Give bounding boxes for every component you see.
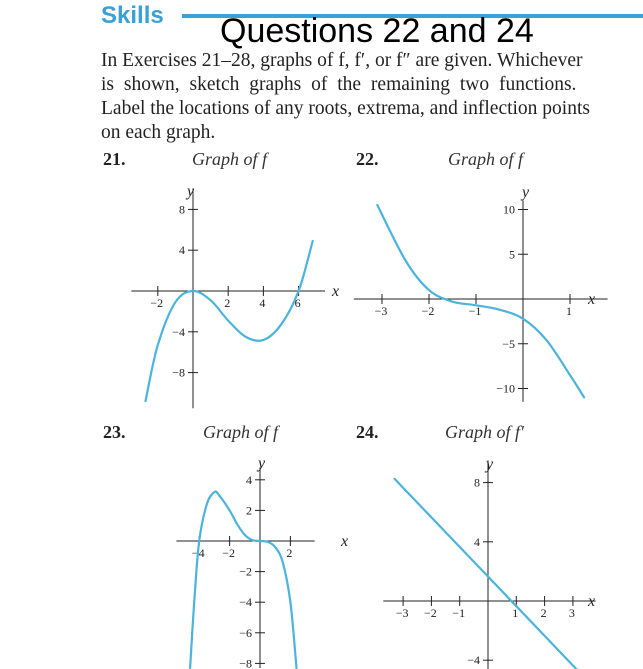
exercise-21-number: 21. — [103, 149, 126, 169]
graph-3-y-tick-label: −2 — [239, 564, 252, 579]
graph-1-x-tick-label: 2 — [224, 296, 231, 310]
graph-2-curve — [374, 202, 584, 397]
graph-2-x-label: x — [588, 291, 596, 308]
graph-3-x-tick-label: 2 — [286, 546, 293, 560]
graph-2-x-tick-label: −1 — [468, 304, 482, 318]
graph-1-x-label: x — [332, 283, 340, 300]
graph-3-x-tick-label: −4 — [191, 546, 205, 560]
exercise-23-title: Graph of f — [203, 422, 279, 442]
graph-1-y-label: y — [187, 183, 195, 200]
section-heading: Skills — [101, 2, 164, 29]
exercise-24-title: Graph of f′ — [445, 422, 524, 442]
graph-3-y-tick-label: 4 — [246, 472, 252, 487]
graph-4-curve — [395, 479, 587, 669]
graph-1-x-tick-label: 6 — [294, 296, 301, 310]
graph-2-y-tick-label: 5 — [509, 247, 515, 262]
graph-3-curve — [190, 491, 296, 668]
exercise-22-number: 22. — [356, 149, 379, 169]
graph-1-x-tick-label: −2 — [150, 296, 164, 310]
graph-2-y-label: y — [522, 184, 530, 201]
instruction-line: is shown, sketch graphs of the remaining two functions. — [101, 74, 577, 95]
graph-1-y-tick-label: 8 — [179, 202, 185, 217]
graph-1-y-tick-label: −8 — [172, 365, 185, 380]
graph-3-y-tick-label: 2 — [246, 503, 252, 518]
instruction-line: Label the locations of any roots, extrema, and inflection points — [101, 98, 590, 119]
graph-2-x-tick-label: 1 — [566, 304, 572, 318]
graph-4-y-label: y — [486, 456, 494, 473]
graph-2-y-tick-label: −10 — [496, 381, 515, 396]
graph-3-x-tick-label: −2 — [222, 546, 235, 560]
graph-1-x-tick-label: 4 — [259, 296, 266, 310]
graph-4-x-tick-label: 3 — [568, 606, 575, 620]
exercise-21-title: Graph of f — [192, 149, 268, 169]
graph-4-x-tick-label: −1 — [452, 606, 466, 620]
graph-3-y-label: y — [258, 455, 266, 472]
graph-4-x-tick-label: −2 — [424, 606, 437, 620]
graph-4-y-tick-label: 8 — [474, 475, 480, 490]
graph-2-y-tick-label: −5 — [502, 336, 515, 351]
graph-1-curve — [146, 241, 313, 401]
graph-3-y-tick-label: −6 — [239, 625, 252, 640]
graph-3-y-tick-label: −8 — [239, 656, 252, 669]
graph-4-x-tick-label: −3 — [395, 606, 409, 620]
graph-3-x-label: x — [341, 533, 349, 550]
exercise-24-number: 24. — [356, 422, 379, 442]
graph-1-y-tick-label: 4 — [179, 243, 185, 258]
graph-2-x-tick-label: −2 — [421, 304, 435, 318]
instruction-line: on each graph. — [101, 122, 216, 143]
graph-4-y-tick-label: 4 — [474, 534, 480, 549]
graph-2-y-tick-label: 10 — [503, 202, 515, 217]
graph-3-y-tick-label: −4 — [239, 595, 252, 610]
exercise-22-title: Graph of f — [448, 149, 524, 169]
graph-4-x-tick-label: 1 — [512, 606, 519, 620]
graph-4-x-label: x — [588, 593, 596, 610]
graph-4-y-tick-label: −4 — [467, 653, 480, 668]
graph-1-y-tick-label: −4 — [172, 324, 185, 339]
graph-4-x-tick-label: 2 — [540, 606, 547, 620]
exercise-23-number: 23. — [103, 422, 126, 442]
graph-2-x-tick-label: −3 — [374, 304, 388, 318]
questions-title: Questions 22 and 24 — [220, 12, 534, 50]
instruction-line: In Exercises 21–28, graphs of f, f′, or f″ are given. Whichever — [101, 50, 583, 71]
